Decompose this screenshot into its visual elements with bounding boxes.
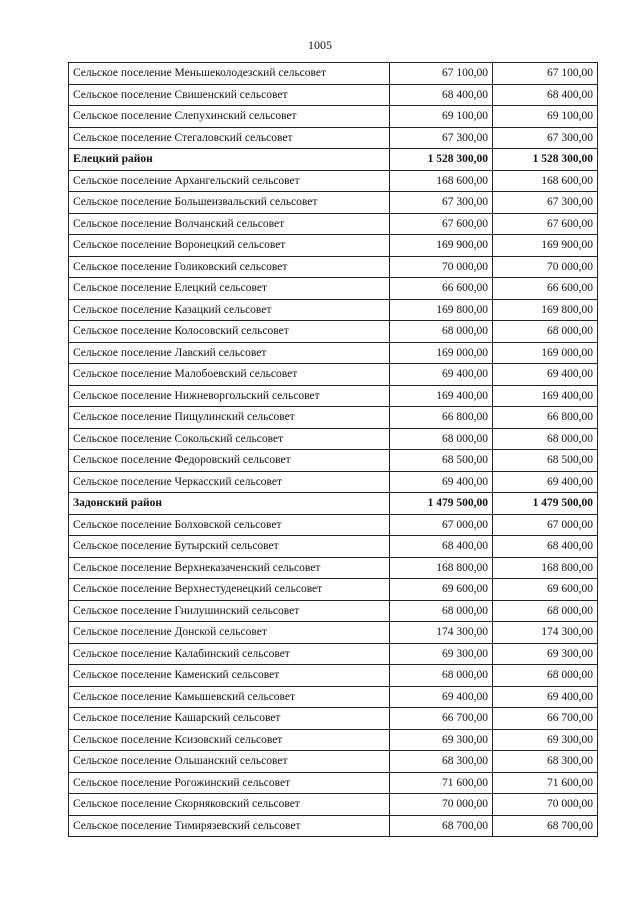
- settlement-name-cell: Сельское поселение Свишенский сельсовет: [69, 84, 390, 106]
- settlement-name-cell: Сельское поселение Федоровский сельсовет: [69, 450, 390, 472]
- amount-cell-1: 169 900,00: [390, 235, 493, 257]
- settlement-name-cell: Сельское поселение Пищулинский сельсовет: [69, 407, 390, 429]
- page-number: 1005: [308, 38, 332, 52]
- table-row: [69, 213, 598, 235]
- table-row: [69, 579, 598, 601]
- amount-cell-1: 169 400,00: [390, 385, 493, 407]
- amount-cell-2: 67 300,00: [493, 127, 598, 149]
- amount-cell-2: 68 000,00: [493, 428, 598, 450]
- amount-cell-1: 69 400,00: [390, 364, 493, 386]
- amount-cell-1: 169 000,00: [390, 342, 493, 364]
- settlement-name-cell: Сельское поселение Голиковский сельсовет: [69, 256, 390, 278]
- settlement-name-cell: Сельское поселение Большеизвальский сельсовет: [69, 192, 390, 214]
- amount-cell-1: 68 400,00: [390, 84, 493, 106]
- table-row: [69, 536, 598, 558]
- amount-cell-2: 1 528 300,00: [493, 149, 598, 171]
- settlement-name-cell: Сельское поселение Лавский сельсовет: [69, 342, 390, 364]
- amount-cell-2: 69 100,00: [493, 106, 598, 128]
- table-row: [69, 815, 598, 837]
- settlement-name-cell: Сельское поселение Камышевский сельсовет: [69, 686, 390, 708]
- table-row: [69, 514, 598, 536]
- table-row: [69, 794, 598, 816]
- table-body: [69, 63, 598, 837]
- settlement-name-cell: Сельское поселение Бутырский сельсовет: [69, 536, 390, 558]
- amount-cell-2: 68 700,00: [493, 815, 598, 837]
- amount-cell-1: 168 800,00: [390, 557, 493, 579]
- table-row: [69, 557, 598, 579]
- amount-cell-1: 70 000,00: [390, 794, 493, 816]
- amount-cell-2: 69 400,00: [493, 471, 598, 493]
- amount-cell-2: 69 400,00: [493, 364, 598, 386]
- settlement-name-cell: Сельское поселение Болховской сельсовет: [69, 514, 390, 536]
- settlement-name-cell: Сельское поселение Ксизовский сельсовет: [69, 729, 390, 751]
- settlement-name-cell: Сельское поселение Рогожинский сельсовет: [69, 772, 390, 794]
- amount-cell-1: 66 800,00: [390, 407, 493, 429]
- amount-cell-1: 67 100,00: [390, 63, 493, 85]
- amount-cell-1: 68 000,00: [390, 665, 493, 687]
- amount-cell-2: 174 300,00: [493, 622, 598, 644]
- amount-cell-1: 169 800,00: [390, 299, 493, 321]
- amount-cell-2: 67 300,00: [493, 192, 598, 214]
- amount-cell-2: 68 000,00: [493, 600, 598, 622]
- table-row: [69, 686, 598, 708]
- amount-cell-1: 68 000,00: [390, 321, 493, 343]
- amount-cell-1: 70 000,00: [390, 256, 493, 278]
- table-row: [69, 751, 598, 773]
- amount-cell-2: 69 300,00: [493, 729, 598, 751]
- amount-cell-2: 68 400,00: [493, 536, 598, 558]
- amount-cell-1: 71 600,00: [390, 772, 493, 794]
- amount-cell-2: 67 100,00: [493, 63, 598, 85]
- table-row: [69, 643, 598, 665]
- table-row: [69, 450, 598, 472]
- settlement-name-cell: Сельское поселение Калабинский сельсовет: [69, 643, 390, 665]
- amount-cell-1: 168 600,00: [390, 170, 493, 192]
- amount-cell-2: 68 500,00: [493, 450, 598, 472]
- amount-cell-1: 67 000,00: [390, 514, 493, 536]
- amount-cell-1: 68 700,00: [390, 815, 493, 837]
- amount-cell-2: 66 600,00: [493, 278, 598, 300]
- amount-cell-1: 69 300,00: [390, 643, 493, 665]
- amount-cell-2: 168 600,00: [493, 170, 598, 192]
- amount-cell-1: 174 300,00: [390, 622, 493, 644]
- table-row: [69, 428, 598, 450]
- table-row: [69, 622, 598, 644]
- amount-cell-1: 1 479 500,00: [390, 493, 493, 515]
- amount-cell-1: 68 400,00: [390, 536, 493, 558]
- table-row: [69, 278, 598, 300]
- amount-cell-2: 68 300,00: [493, 751, 598, 773]
- amount-cell-2: 1 479 500,00: [493, 493, 598, 515]
- settlement-name-cell: Сельское поселение Малобоевский сельсовет: [69, 364, 390, 386]
- amount-cell-2: 67 000,00: [493, 514, 598, 536]
- settlement-name-cell: Сельское поселение Сокольский сельсовет: [69, 428, 390, 450]
- settlement-name-cell: Сельское поселение Кашарский сельсовет: [69, 708, 390, 730]
- district-row: [69, 149, 598, 171]
- settlement-name-cell: Сельское поселение Слепухинский сельсовет: [69, 106, 390, 128]
- table-row: [69, 407, 598, 429]
- amount-cell-2: 68 000,00: [493, 665, 598, 687]
- table-row: [69, 192, 598, 214]
- amount-cell-1: 66 700,00: [390, 708, 493, 730]
- amount-cell-2: 68 000,00: [493, 321, 598, 343]
- amount-cell-1: 66 600,00: [390, 278, 493, 300]
- amount-cell-2: 70 000,00: [493, 256, 598, 278]
- amount-cell-2: 69 600,00: [493, 579, 598, 601]
- table-row: [69, 600, 598, 622]
- table-row: [69, 772, 598, 794]
- settlement-name-cell: Сельское поселение Донской сельсовет: [69, 622, 390, 644]
- table-row: [69, 299, 598, 321]
- settlement-name-cell: Сельское поселение Волчанский сельсовет: [69, 213, 390, 235]
- amount-cell-1: 68 300,00: [390, 751, 493, 773]
- amount-cell-1: 69 600,00: [390, 579, 493, 601]
- table-row: [69, 321, 598, 343]
- table-row: [69, 471, 598, 493]
- table-row: [69, 127, 598, 149]
- settlement-name-cell: Сельское поселение Верхнестуденецкий сельсовет: [69, 579, 390, 601]
- table-row: [69, 385, 598, 407]
- table-row: [69, 729, 598, 751]
- amount-cell-2: 168 800,00: [493, 557, 598, 579]
- amount-cell-2: 71 600,00: [493, 772, 598, 794]
- amount-cell-2: 169 800,00: [493, 299, 598, 321]
- amount-cell-2: 67 600,00: [493, 213, 598, 235]
- amount-cell-1: 69 100,00: [390, 106, 493, 128]
- amount-cell-2: 69 400,00: [493, 686, 598, 708]
- amount-cell-1: 67 300,00: [390, 192, 493, 214]
- settlement-name-cell: Сельское поселение Меньшеколодезский сельсовет: [69, 63, 390, 85]
- settlement-name-cell: Сельское поселение Воронецкий сельсовет: [69, 235, 390, 257]
- table-row: [69, 170, 598, 192]
- settlement-name-cell: Сельское поселение Верхнеказаченский сельсовет: [69, 557, 390, 579]
- settlement-name-cell: Сельское поселение Нижневоргольский сельсовет: [69, 385, 390, 407]
- amount-cell-1: 69 300,00: [390, 729, 493, 751]
- amount-cell-2: 69 300,00: [493, 643, 598, 665]
- table-row: [69, 256, 598, 278]
- settlement-name-cell: Сельское поселение Каменский сельсовет: [69, 665, 390, 687]
- settlement-name-cell: Сельское поселение Колосовский сельсовет: [69, 321, 390, 343]
- budget-table: [68, 62, 598, 837]
- amount-cell-1: 69 400,00: [390, 686, 493, 708]
- settlement-name-cell: Сельское поселение Черкасский сельсовет: [69, 471, 390, 493]
- amount-cell-1: 68 000,00: [390, 600, 493, 622]
- amount-cell-2: 169 400,00: [493, 385, 598, 407]
- settlement-name-cell: Сельское поселение Стегаловский сельсовет: [69, 127, 390, 149]
- table-row: [69, 84, 598, 106]
- settlement-name-cell: Сельское поселение Ольшанский сельсовет: [69, 751, 390, 773]
- district-row: [69, 493, 598, 515]
- amount-cell-1: 67 300,00: [390, 127, 493, 149]
- table-row: [69, 63, 598, 85]
- table-row: [69, 364, 598, 386]
- table-row: [69, 106, 598, 128]
- amount-cell-2: 68 400,00: [493, 84, 598, 106]
- settlement-name-cell: Сельское поселение Казацкий сельсовет: [69, 299, 390, 321]
- amount-cell-1: 67 600,00: [390, 213, 493, 235]
- table-row: [69, 708, 598, 730]
- settlement-name-cell: Задонский район: [69, 493, 390, 515]
- amount-cell-2: 169 000,00: [493, 342, 598, 364]
- table-row: [69, 342, 598, 364]
- settlement-name-cell: Сельское поселение Гнилушинский сельсовет: [69, 600, 390, 622]
- settlement-name-cell: Сельское поселение Тимирязевский сельсовет: [69, 815, 390, 837]
- amount-cell-1: 69 400,00: [390, 471, 493, 493]
- amount-cell-1: 68 500,00: [390, 450, 493, 472]
- amount-cell-2: 66 700,00: [493, 708, 598, 730]
- table-row: [69, 665, 598, 687]
- amount-cell-2: 66 800,00: [493, 407, 598, 429]
- amount-cell-2: 70 000,00: [493, 794, 598, 816]
- amount-cell-1: 1 528 300,00: [390, 149, 493, 171]
- settlement-name-cell: Елецкий район: [69, 149, 390, 171]
- settlement-name-cell: Сельское поселение Скорняковский сельсовет: [69, 794, 390, 816]
- amount-cell-2: 169 900,00: [493, 235, 598, 257]
- amount-cell-1: 68 000,00: [390, 428, 493, 450]
- settlement-name-cell: Сельское поселение Елецкий сельсовет: [69, 278, 390, 300]
- table-row: [69, 235, 598, 257]
- settlement-name-cell: Сельское поселение Архангельский сельсовет: [69, 170, 390, 192]
